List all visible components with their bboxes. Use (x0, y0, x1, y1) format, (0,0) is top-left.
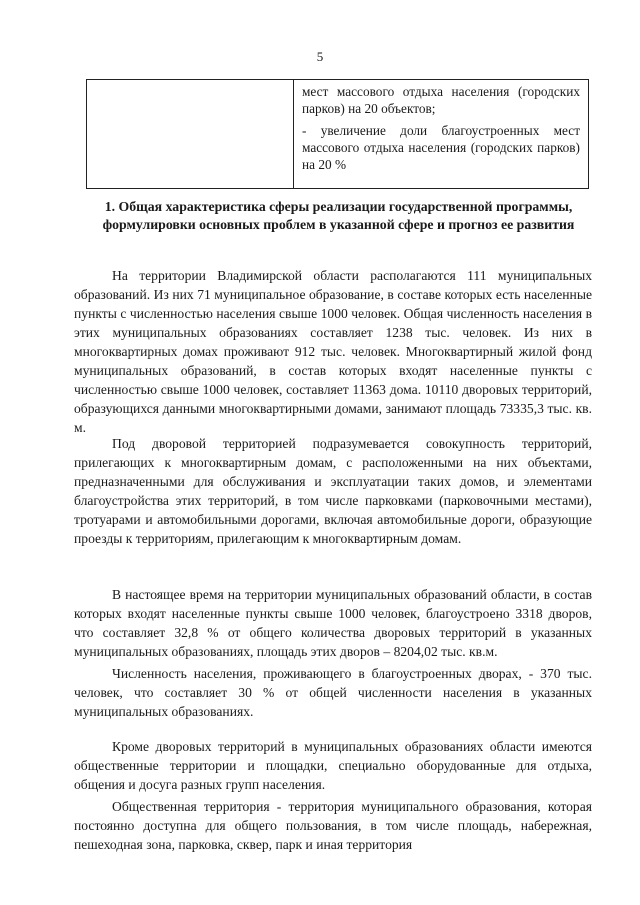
body-paragraph: Кроме дворовых территорий в муниципальных образованиях области имеются общественные территории и площадки, специально оборудованные для отдыха, общения и досуга разных групп населения. (74, 739, 592, 792)
body-paragraph: Общественная территория - территория муниципального образования, которая постоянно доступна для общего пользования, в том числе площадь, набережная, пешеходная зона, парковка, сквер, парк и иная территория (74, 799, 592, 852)
body-paragraph: На территории Владимирской области располагаются 111 муниципальных образований. Из них 71 муниципальное образование, в составе которых есть населенные пункты с численностью населения свыше 1000 человек. Общая численность населения в этих муниципальных образованиях составляет 1238 тыс. человек. Из них в многоквартирных домах проживают 912 тыс. человек. Многоквартирный жилой фонд муниципальных образований, в состав которых входят населенные пункты с численностью свыше 1000 человек, составляет 11363 дома. 10110 дворовых территорий, образующихся данными многоквартирными домами, занимают площадь 73335,3 тыс. кв. м. (74, 268, 592, 435)
body-paragraph: В настоящее время на территории муниципальных образований области, в состав которых входят населенные пункты свыше 1000 человек, благоустроено 3318 дворов, что составляет 32,8 % от общего количества дворовых территорий в указанных муниципальных образованиях, площадь этих дворов – 8204,02 тыс. кв.м. (74, 587, 592, 659)
table-right-cell (302, 83, 580, 178)
table-column-divider (293, 80, 294, 188)
page-number: 5 (316, 49, 324, 64)
table-cell-line: мест массового отдыха населения (городских парков) на 20 объектов; (302, 84, 580, 116)
body-paragraph: Под дворовой территорией подразумевается совокупность территорий, прилегающих к многоквартирным домам, с расположенными на них объектами, предназначенными для обслуживания и эксплуатации таких домов, и элементами благоустройства этих территорий, в том числе парковками (парковочными местами), тротуарами и автомобильными дорогами, включая автомобильные дороги, образующие проезды к территориям, прилегающим к многоквартирным домам. (74, 436, 592, 546)
body-paragraph: Численность населения, проживающего в благоустроенных дворах, - 370 тыс. человек, что составляет 30 % от общей численности населения в указанных муниципальных образованиях. (74, 666, 592, 719)
document-table (86, 79, 589, 189)
table-cell-line: - увеличение доли благоустроенных мест массового отдыха населения (городских парков) на 20 % (302, 123, 580, 172)
section-heading: 1. Общая характеристика сферы реализации государственной программы, формулировки основных проблем в указанной сфере и прогноз ее развития (102, 199, 575, 232)
